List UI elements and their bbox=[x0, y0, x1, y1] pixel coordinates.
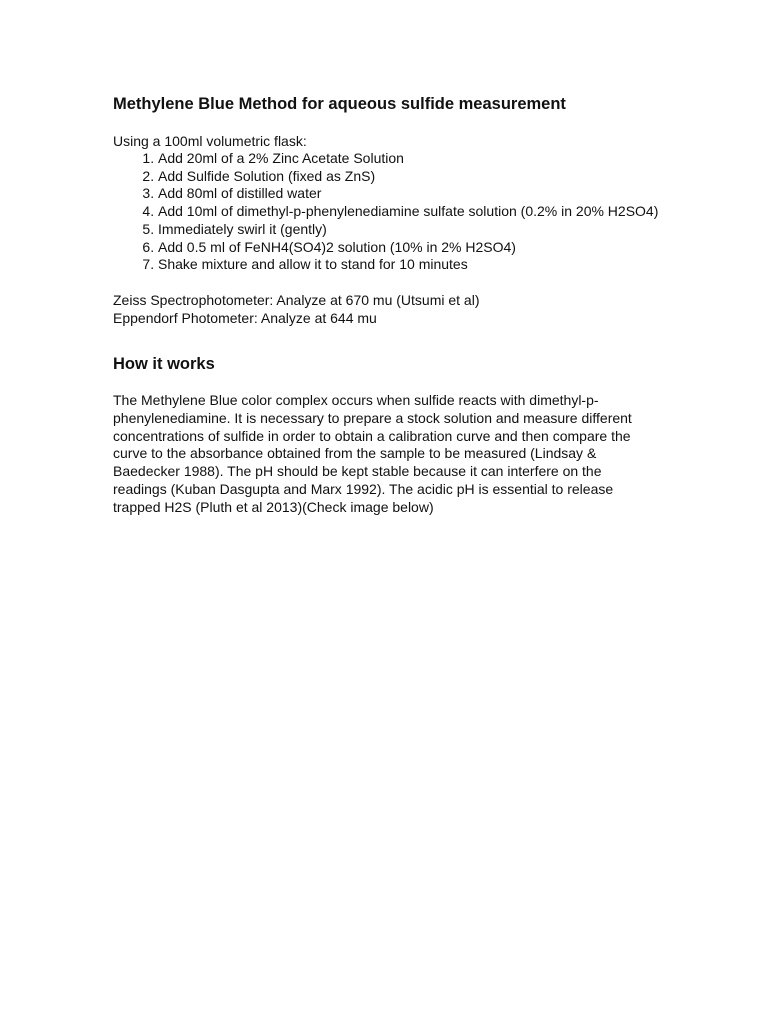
list-item: 1. Add 20ml of a 2% Zinc Acetate Solution bbox=[158, 150, 673, 168]
list-item: 7. Shake mixture and allow it to stand for 10 minutes bbox=[158, 256, 673, 274]
document-page bbox=[113, 93, 673, 517]
document-title: Methylene Blue Method for aqueous sulfide measurement bbox=[113, 95, 566, 113]
procedure-steps-list bbox=[113, 150, 673, 274]
list-item: 3. Add 80ml of distilled water bbox=[158, 185, 673, 203]
instrument-line-eppendorf: Eppendorf Photometer: Analyze at 644 mu bbox=[113, 309, 377, 326]
list-item: 2. Add Sulfide Solution (fixed as ZnS) bbox=[158, 168, 673, 186]
instrument-line-zeiss: Zeiss Spectrophotometer: Analyze at 670 mu (Utsumi et al) bbox=[113, 291, 480, 308]
list-item: 5. Immediately swirl it (gently) bbox=[158, 221, 673, 239]
section-body-paragraph: The Methylene Blue color complex occurs when sulfide reacts with dimethyl-p-phenylenediamine. It is necessary to prepare a stock solution and measure different concentrations of sulfide in order to obtain a calibration curve and then compare the curve to the absorbance obtained from the sample to be measured (Lindsay & Baedecker 1988). The pH should be kept stable because it can interfere on the readings (Kuban Dasgupta and Marx 1992). The acidic pH is essential to release trapped H2S (Pluth et al 2013)(Check image below) bbox=[113, 391, 632, 515]
section-heading: How it works bbox=[113, 354, 215, 373]
instrument-notes bbox=[113, 291, 673, 327]
list-item: 6. Add 0.5 ml of FeNH4(SO4)2 solution (10% in 2% H2SO4) bbox=[158, 239, 673, 257]
list-item: 4. Add 10ml of dimethyl-p-phenylenediamine sulfate solution (0.2% in 20% H2SO4) bbox=[158, 203, 673, 221]
intro-text: Using a 100ml volumetric flask: bbox=[113, 133, 307, 149]
